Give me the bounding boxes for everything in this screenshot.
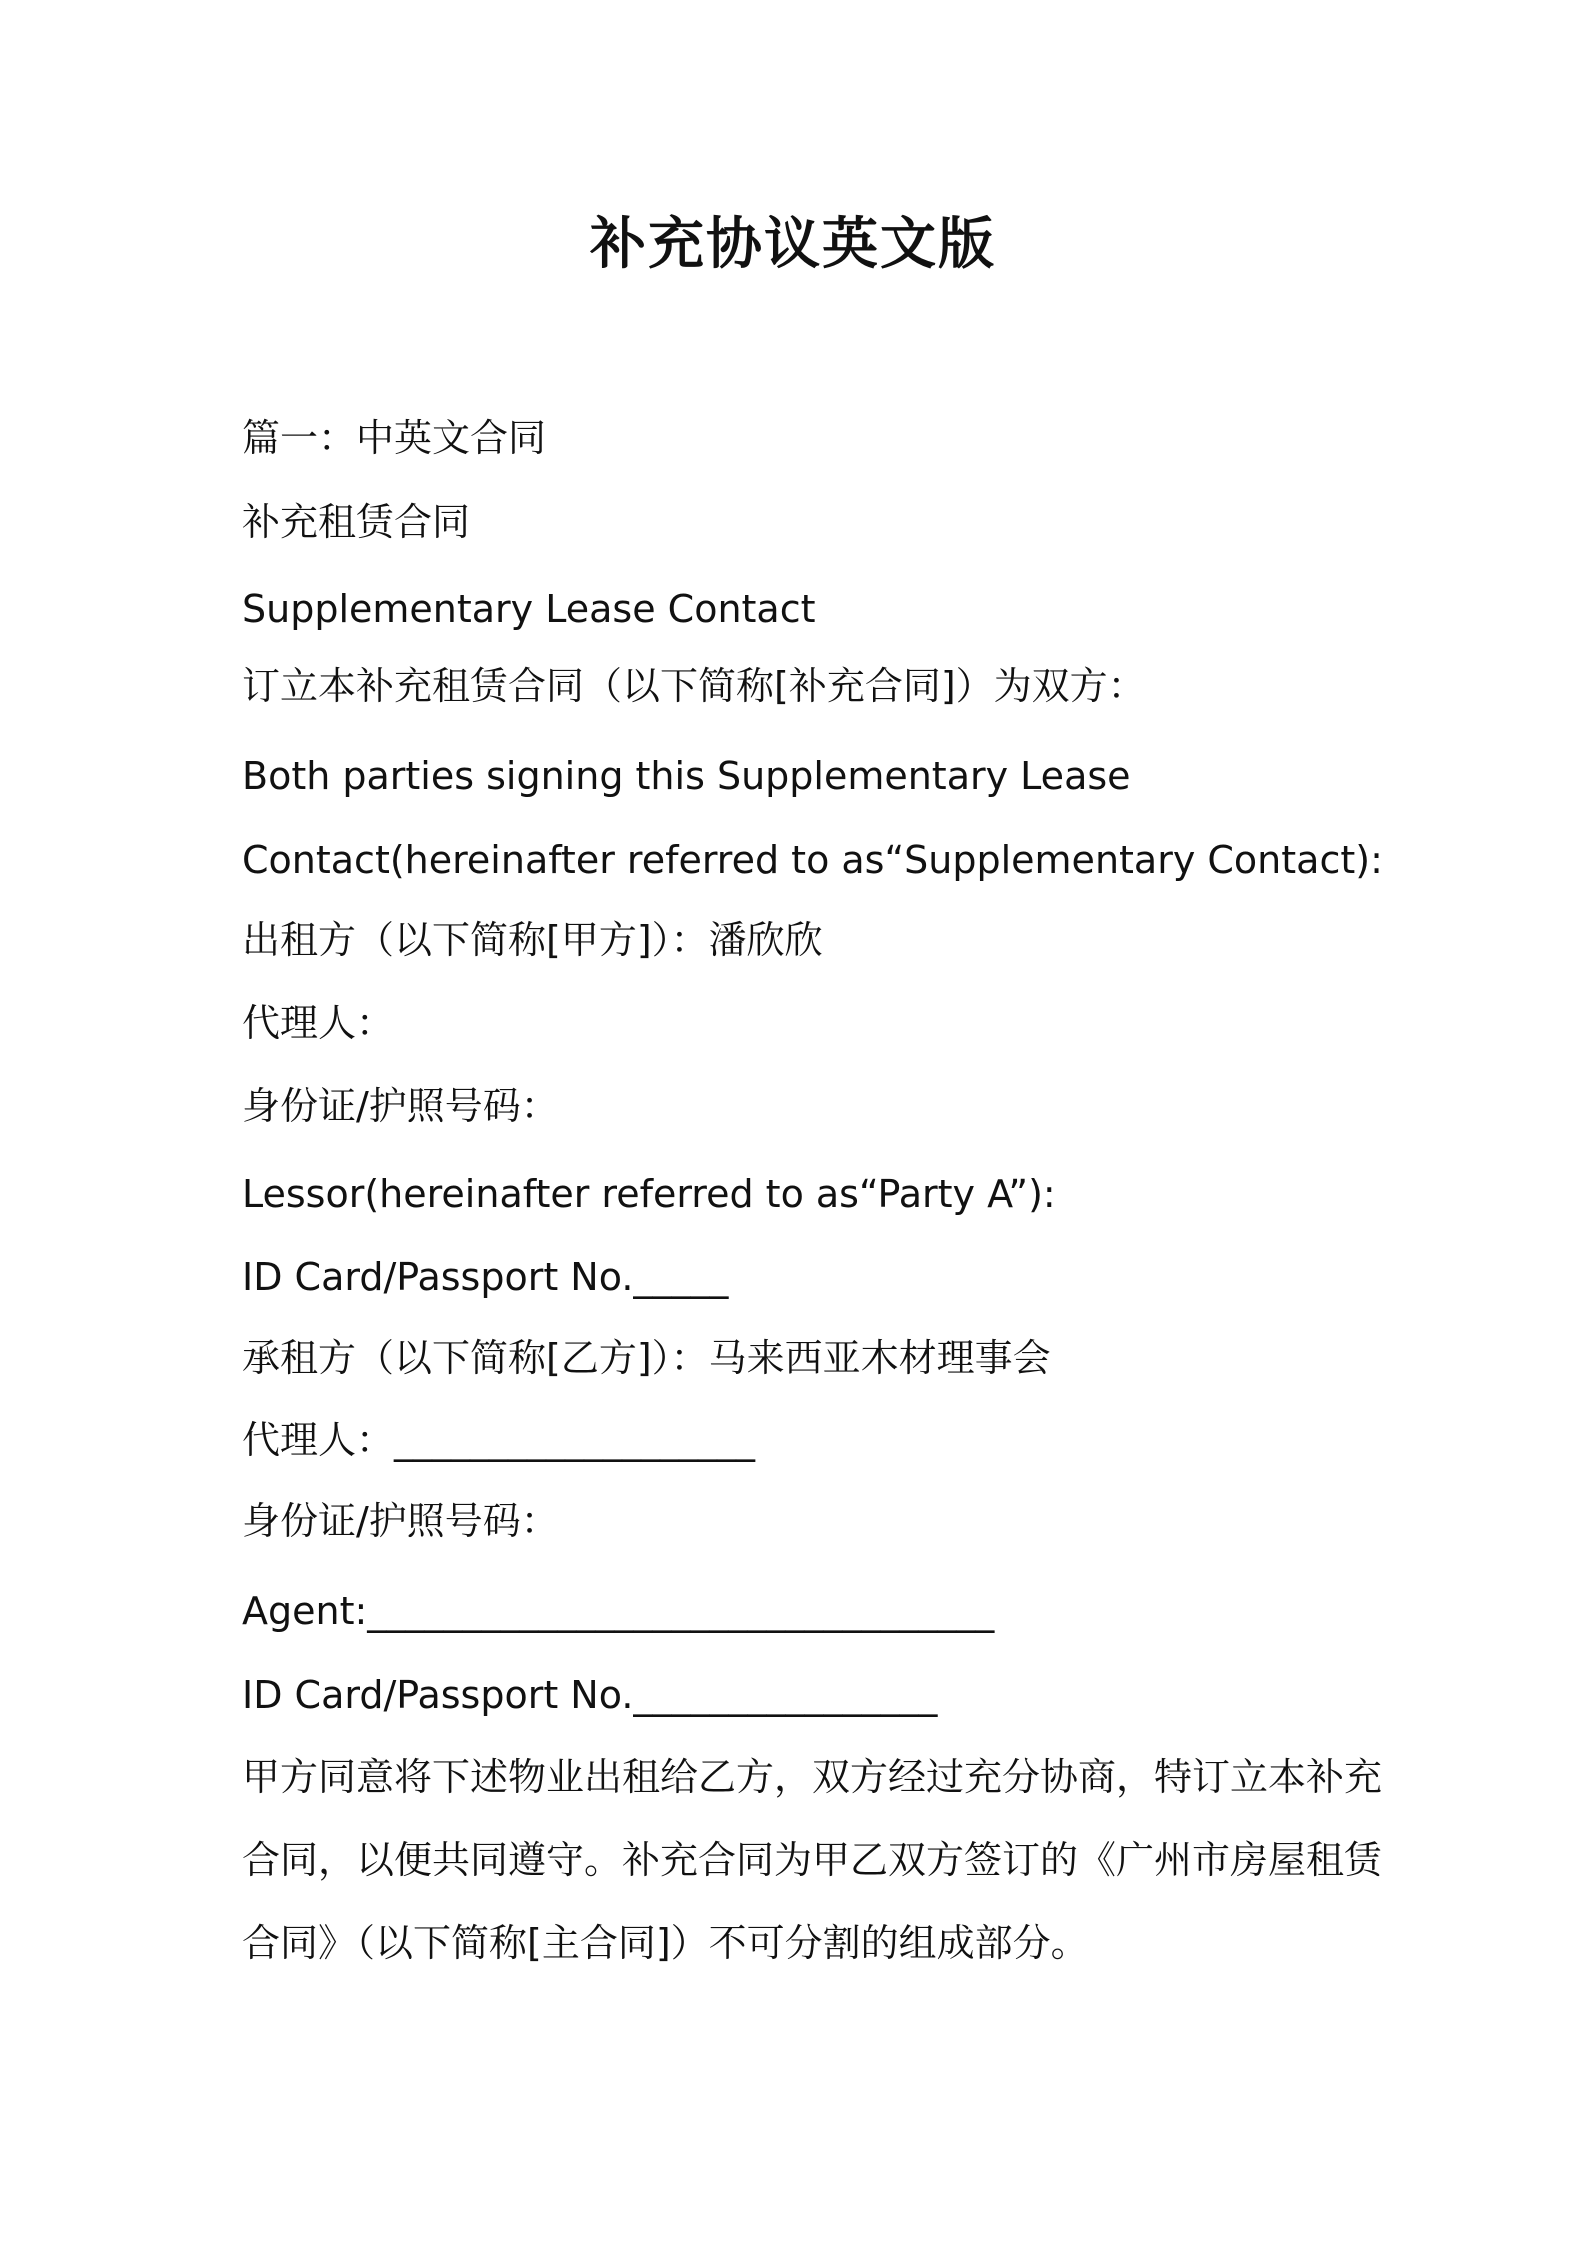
contract-title-cn: 补充租赁合同 (242, 500, 471, 544)
lessor-id-en: ID Card/Passport No._____ (242, 1255, 729, 1299)
lessee-cn: 承租方（以下简称[乙方]）：马来西亚木材理事会 (242, 1336, 1051, 1380)
agreement-paragraph-1: 甲方同意将下述物业出租给乙方，双方经过充分协商，特订立本补充 (242, 1755, 1383, 1799)
lessor-agent-cn: 代理人： (242, 1001, 395, 1045)
parties-intro-cn: 订立本补充租赁合同（以下简称[补充合同]）为双方： (242, 664, 1146, 708)
document-title: 补充协议英文版 (590, 212, 996, 277)
lessee-id-cn: 身份证/护照号码： (242, 1499, 559, 1543)
lessee-agent-en: Agent:_________________________________ (242, 1589, 995, 1633)
lessor-id-cn: 身份证/护照号码： (242, 1084, 559, 1128)
parties-intro-en-1: Both parties signing this Supplementary Lease (242, 754, 1131, 798)
lessor-cn: 出租方（以下简称[甲方]）：潘欣欣 (242, 918, 823, 962)
section-heading: 篇一：中英文合同 (242, 416, 547, 460)
lessor-en: Lessor(hereinafter referred to as“Party A”): (242, 1172, 1056, 1216)
contract-title-en: Supplementary Lease Contact (242, 587, 816, 631)
agreement-paragraph-2: 合同，以便共同遵守。补充合同为甲乙双方签订的《广州市房屋租赁 (242, 1838, 1383, 1882)
lessee-id-en: ID Card/Passport No.________________ (242, 1673, 938, 1717)
parties-intro-en-2: Contact(hereinafter referred to as“Supplementary Contact): (242, 838, 1383, 882)
lessee-agent-cn: 代理人：___________________ (242, 1418, 756, 1462)
agreement-paragraph-3: 合同》（以下简称[主合同]）不可分割的组成部分。 (242, 1921, 1089, 1965)
